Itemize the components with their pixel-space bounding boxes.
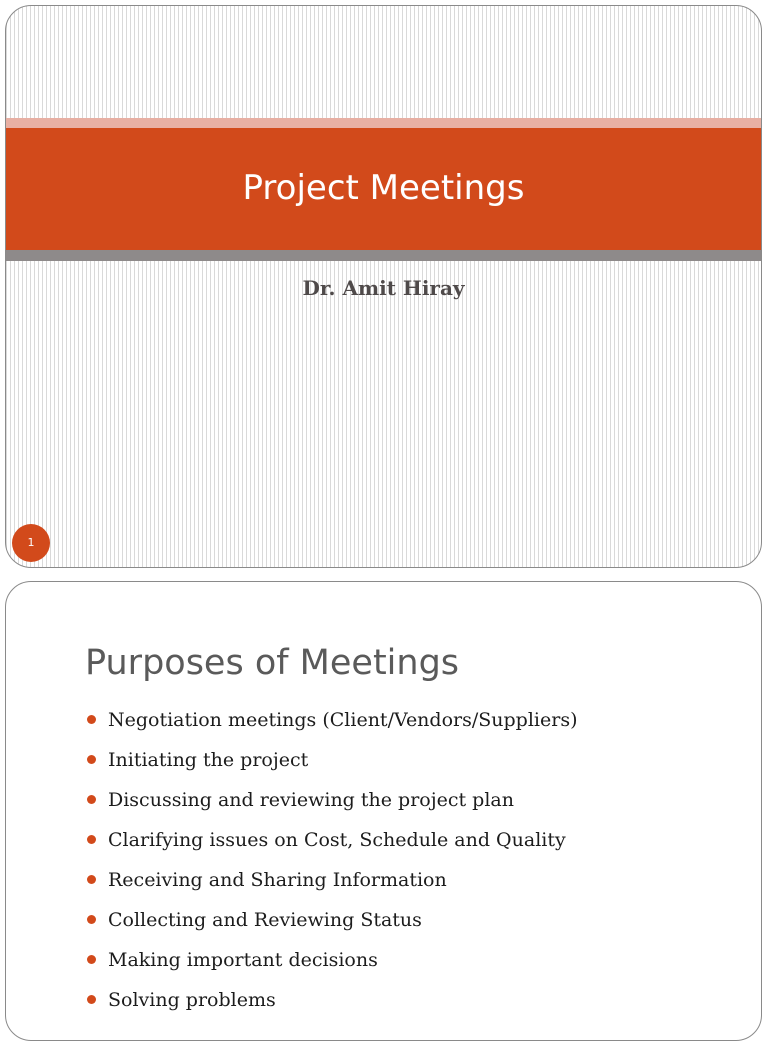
bullet-icon <box>87 755 96 764</box>
bullet-icon <box>87 835 96 844</box>
slide-subtitle: Dr. Amit Hiray <box>302 276 465 300</box>
bullet-icon <box>87 795 96 804</box>
bullet-text: Collecting and Reviewing Status <box>108 909 422 931</box>
bullet-icon <box>87 715 96 724</box>
bullet-item <box>85 820 577 860</box>
slide-number-badge: 1 <box>12 524 50 562</box>
content-slide <box>5 581 762 1041</box>
bullet-item <box>85 940 577 980</box>
bullet-icon <box>87 955 96 964</box>
bullet-icon <box>87 875 96 884</box>
bullet-text: Solving problems <box>108 989 276 1011</box>
bullet-item <box>85 860 577 900</box>
bullet-text: Negotiation meetings (Client/Vendors/Suppliers) <box>108 709 578 731</box>
bullet-item <box>85 780 577 820</box>
title-band-bottom <box>6 250 761 261</box>
bullet-text: Discussing and reviewing the project plan <box>108 789 514 811</box>
title-band-top <box>6 118 761 128</box>
bullet-icon <box>87 915 96 924</box>
bullet-text: Clarifying issues on Cost, Schedule and Quality <box>108 829 566 851</box>
bullet-list <box>85 700 577 1020</box>
bullet-text: Initiating the project <box>108 749 309 771</box>
bullet-icon <box>87 995 96 1004</box>
bullet-item <box>85 900 577 940</box>
title-slide <box>5 5 762 568</box>
bullet-item <box>85 980 577 1020</box>
bullet-text: Receiving and Sharing Information <box>108 869 447 891</box>
slide-title: Project Meetings <box>242 168 525 208</box>
bullet-item <box>85 740 577 780</box>
bullet-text: Making important decisions <box>108 949 378 971</box>
slide-heading: Purposes of Meetings <box>85 643 460 683</box>
bullet-item <box>85 700 577 740</box>
